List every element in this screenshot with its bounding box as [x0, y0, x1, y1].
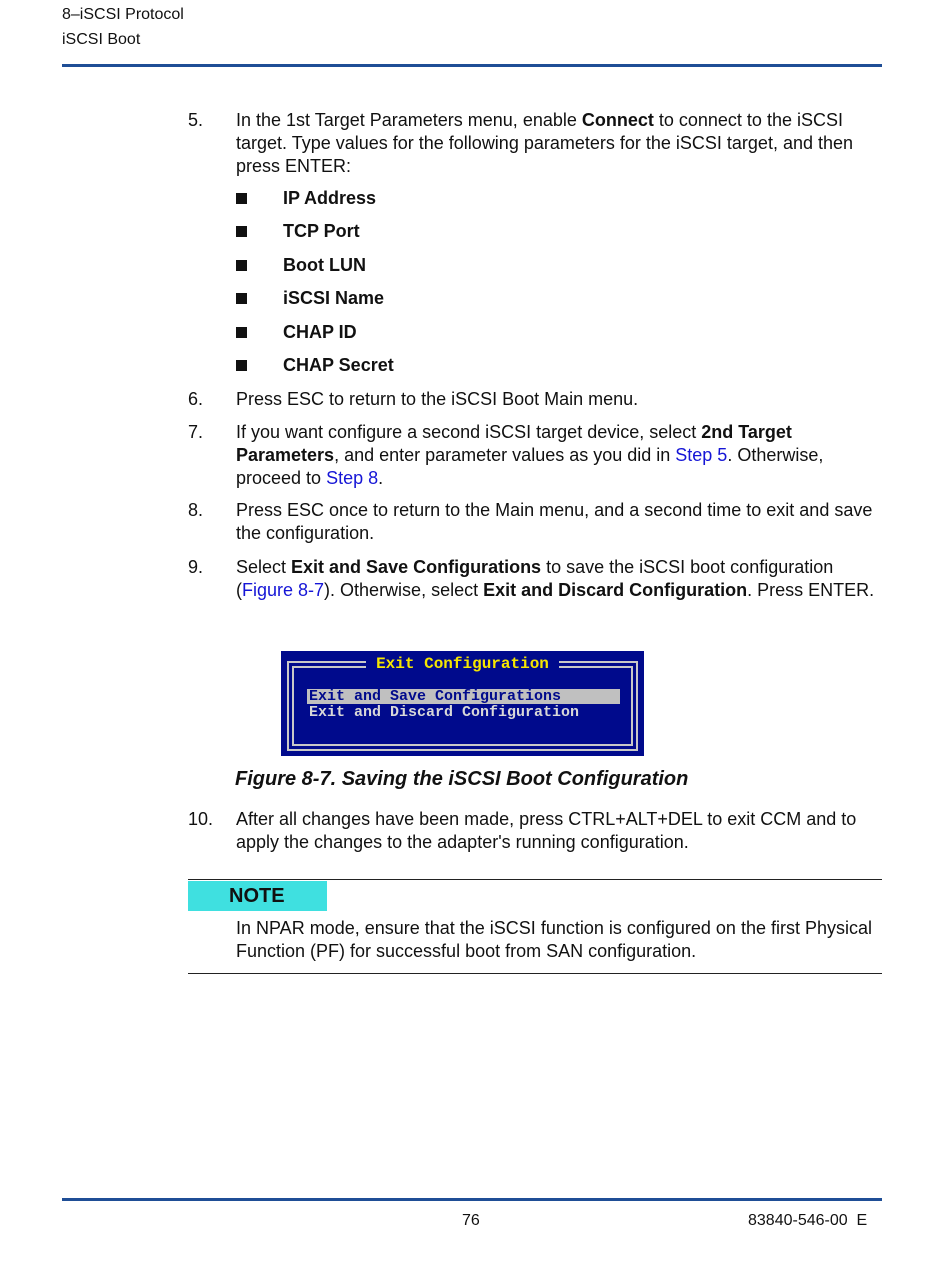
step-number: 5.: [188, 110, 204, 130]
exit-save-option[interactable]: Exit and Save Configurations: [307, 689, 620, 704]
bullet-square-icon: [236, 260, 247, 271]
header-section: iSCSI Boot: [62, 31, 141, 48]
step-number: 10.: [188, 809, 214, 829]
dialog-title: Exit Configuration: [366, 655, 559, 673]
step-text-part: If you want configure a second iSCSI target device, select: [236, 422, 702, 442]
bullet-square-icon: [236, 226, 247, 237]
step-text: After all changes have been made, press CTRL+ALT+DEL to exit CCM and to apply the changes to the adapter's running configuration.: [236, 809, 857, 852]
step-text: Press ESC to return to the iSCSI Boot Main menu.: [236, 389, 639, 409]
step-text: [236, 421, 884, 490]
figure-8-7-link[interactable]: Figure 8-7: [242, 580, 325, 600]
step-5-link[interactable]: Step 5: [675, 445, 728, 465]
note-label-box: [188, 881, 327, 911]
header-rule: [62, 64, 882, 67]
note-text: In NPAR mode, ensure that the iSCSI function is configured on the first Physical Function (PF) for successful boot from SAN configuration.: [236, 918, 872, 961]
step-text: Press ESC once to return to the Main menu, and a second time to exit and save the configuration.: [236, 500, 873, 543]
step-text-part: to save the iSCSI boot configuration (: [236, 557, 834, 600]
note-bottom-rule: [188, 973, 882, 974]
step-text-part: ). Otherwise, select: [324, 580, 484, 600]
bullet-label: Boot LUN: [283, 255, 366, 275]
figure-caption: Figure 8-7. Saving the iSCSI Boot Configuration: [235, 768, 689, 790]
bullet-label: TCP Port: [283, 221, 360, 241]
step-text-part: , and enter parameter values as you did in: [334, 445, 676, 465]
bullet-label: CHAP ID: [283, 322, 357, 342]
bullet-label: IP Address: [283, 188, 377, 208]
bullet-square-icon: [236, 327, 247, 338]
exit-discard-option[interactable]: Exit and Discard Configuration: [309, 704, 580, 721]
step-text-part: In the 1st Target Parameters menu, enable: [236, 110, 582, 130]
bullet-label: CHAP Secret: [283, 355, 394, 375]
header-chapter: 8–iSCSI Protocol: [62, 6, 184, 23]
step-text: [236, 109, 884, 178]
step-number: 9.: [188, 557, 204, 577]
step-bold-term: Exit and Save Configurations: [291, 557, 542, 577]
document-number: 83840-546-00 E: [748, 1212, 868, 1229]
step-bold-term: Connect: [581, 110, 654, 130]
dialog-title-bar: [281, 655, 644, 673]
note-top-rule: [188, 879, 882, 880]
step-text-part: . Press ENTER.: [747, 580, 875, 600]
bullet-square-icon: [236, 293, 247, 304]
step-text-part: . Otherwise, proceed to: [236, 445, 824, 488]
step-8-link[interactable]: Step 8: [326, 468, 379, 488]
note-label: NOTE: [229, 885, 285, 907]
step-number: 8.: [188, 500, 204, 520]
step-text-part: Select: [236, 557, 292, 577]
footer-rule: [62, 1198, 882, 1201]
bullet-square-icon: [236, 360, 247, 371]
page-number: 76: [462, 1212, 480, 1229]
step-number: 6.: [188, 389, 204, 409]
step-text: [236, 556, 884, 602]
bullet-label: iSCSI Name: [283, 288, 385, 308]
step-number: 7.: [188, 422, 204, 442]
step-bold-term: 2nd Target Parameters: [236, 422, 792, 465]
step-bold-term: Exit and Discard Configuration: [483, 580, 748, 600]
step-text-part: .: [378, 468, 384, 488]
exit-configuration-screenshot: [281, 651, 644, 756]
bullet-square-icon: [236, 193, 247, 204]
step-text-part: to connect to the iSCSI target. Type values for the following parameters for the iSCSI target, and then press ENTER:: [236, 110, 854, 176]
